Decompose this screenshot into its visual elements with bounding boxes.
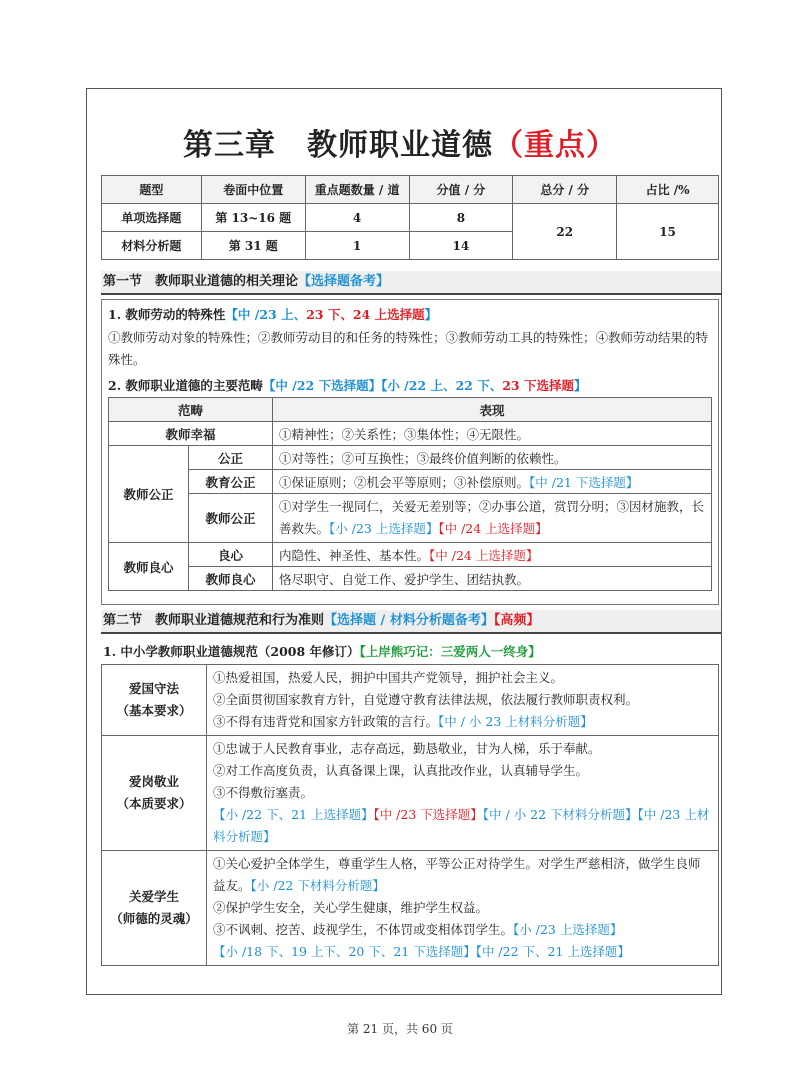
norms-sub: 教师公正 <box>189 494 273 543</box>
code-tag: 【小 /22 下、21 上选择题】 <box>213 807 374 822</box>
table-row <box>102 665 719 736</box>
s1-point-1-tag-hot: 23 下、24 上选择题 <box>306 307 425 322</box>
section-2-tag-hot: 【高频】 <box>493 613 540 628</box>
norms-text: 恪尽职守、自觉工作、爱护学生、团结执教。 <box>273 567 712 591</box>
norms-text: ①对等性；②可互换性；③最终价值判断的依赖性。 <box>273 446 712 470</box>
s1-point-2 <box>108 376 587 394</box>
s1-point-2-tag: 【中 /22 下选择题】【小 /22 上、22 下、 <box>262 378 503 393</box>
norms-text-body: ①保证原则；②机会平等原则；③补偿原则。 <box>279 474 530 490</box>
code-label-sub: （基本要求） <box>116 703 192 718</box>
code-tag: 【中 / 小 23 上材料分析题】 <box>438 714 593 729</box>
code-tag: 【中 / 小 22 下材料分析题】【中 /23 上材料分析题】 <box>213 807 710 844</box>
code-label <box>102 851 207 966</box>
chapter-title <box>0 120 800 164</box>
section-2-heading <box>101 610 721 634</box>
s1-point-1-head: 1. 教师劳动的特殊性 <box>108 307 226 322</box>
code-tag: 【小 /22 下材料分析题】 <box>250 878 385 893</box>
section-2-tag: 【选择题 / 材料分析题备考】 <box>324 613 494 628</box>
code-line-body: ③不讽刺、挖苦、歧视学生，不体罚或变相体罚学生。 <box>213 922 514 937</box>
s1-point-1-text: ①教师劳动对象的特殊性；②教师劳动目的和任务的特殊性；③教师劳动工具的特殊性；④教师劳动结果的特殊性。 <box>108 330 709 367</box>
code-label <box>102 736 207 851</box>
table-row <box>109 446 712 470</box>
summary-cell: 14 <box>409 232 513 260</box>
s2-point-1-head: 1. 中小学教师职业道德规范（2008 年修订） <box>103 644 360 659</box>
section-1-tag: 【选择题备考】 <box>298 274 390 289</box>
norms-header: 范畴 <box>109 398 273 422</box>
code-label-sub: （本质要求） <box>116 796 192 811</box>
summary-header: 题型 <box>102 176 202 204</box>
norms-text <box>273 470 712 494</box>
section-1-box <box>101 299 719 605</box>
code-tag: 【小 /23 上选择题】 <box>513 922 623 937</box>
s1-point-1 <box>108 305 437 323</box>
s1-point-2-tag-end: 】 <box>573 378 587 393</box>
code-line-body: ③不得有违背党和国家方针政策的言行。 <box>213 714 439 729</box>
chapter-title-highlight: （重点） <box>493 128 617 163</box>
table-row <box>109 470 712 494</box>
code-line <box>213 711 712 733</box>
chapter-title-main: 第三章 教师职业道德 <box>183 128 493 163</box>
summary-cell: 8 <box>409 204 513 232</box>
summary-cell: 单项选择题 <box>102 204 202 232</box>
summary-header-row <box>102 176 719 204</box>
norms-tag: 【中 /21 下选择题】 <box>529 474 639 490</box>
section-1-title: 第一节 教师职业道德的相关理论 <box>103 274 299 289</box>
table-row <box>109 567 712 591</box>
teacher-code-table <box>101 664 719 966</box>
norms-text-body: 内隐性、神圣性、基本性。 <box>279 547 430 563</box>
s2-point-1 <box>103 642 541 660</box>
s2-mnemonic-tip: 【上岸熊巧记：三爱两人一终身】 <box>359 644 541 659</box>
table-row <box>102 851 719 966</box>
code-label <box>102 665 207 736</box>
norms-sub: 公正 <box>189 446 273 470</box>
summary-cell: 4 <box>305 204 409 232</box>
code-label-main: 关爱学生 <box>128 889 179 904</box>
norms-text-body: ①对学生一视同仁，关爱无差别等；②办事公道，赏罚分明；③因材施教，长善救失。 <box>279 499 705 536</box>
code-text <box>207 736 719 851</box>
s1-point-1-tag-end: 】 <box>424 307 438 322</box>
summary-table <box>101 175 719 260</box>
norms-tag-hot: 【中 /24 上选择题】 <box>438 521 548 536</box>
code-line: ①热爱祖国，热爱人民，拥护中国共产党领导，拥护社会主义。 <box>213 670 564 685</box>
code-line: ②对工作高度负责，认真备课上课，认真批改作业，认真辅导学生。 <box>213 763 589 778</box>
code-label-main: 爱岗敬业 <box>128 774 179 789</box>
norms-sub: 良心 <box>189 543 273 567</box>
s1-point-2-tag-hot: 23 下选择题 <box>502 378 574 393</box>
code-text <box>207 665 719 736</box>
code-line: ②全面贯彻国家教育方针，自觉遵守教育法律法规，依法履行教师职责权利。 <box>213 692 639 707</box>
code-label-sub: （师德的灵魂） <box>110 911 198 926</box>
code-line: ②保护学生安全，关心学生健康，维护学生权益。 <box>213 900 489 915</box>
norms-tag: 【小 /23 上选择题】 <box>329 521 439 536</box>
code-tag-hot: 【中 /23 下选择题】 <box>373 807 483 822</box>
summary-cell: 第 13~16 题 <box>201 204 305 232</box>
norms-group: 教师公正 <box>109 446 189 543</box>
code-label-main: 爱国守法 <box>128 681 179 696</box>
summary-header: 卷面中位置 <box>201 176 305 204</box>
norms-group: 教师良心 <box>109 543 189 591</box>
page-number: 第 21 页，共 60 页 <box>347 1022 453 1036</box>
code-line <box>213 919 712 941</box>
code-line: ③不得敷衍塞责。 <box>213 785 314 800</box>
code-tag: 【小 /18 下、19 上下、20 下、21 下选择题】【中 /22 下、21 上选择题】 <box>213 944 630 959</box>
norms-sub: 教育公正 <box>189 470 273 494</box>
code-line-body: ①关心爱护全体学生，尊重学生人格，平等公正对待学生。对学生严慈相济，做学生良师益友。 <box>213 856 701 893</box>
summary-cell: 材料分析题 <box>102 232 202 260</box>
code-line: ①忠诚于人民教育事业，志存高远，勤恳敬业，甘为人梯，乐于奉献。 <box>213 741 601 756</box>
code-line <box>213 853 712 897</box>
table-row <box>109 494 712 543</box>
norms-text: ①精神性；②关系性；③集体性；④无限性。 <box>273 422 712 446</box>
summary-ratio: 15 <box>617 204 719 260</box>
summary-header: 总分 / 分 <box>513 176 617 204</box>
table-row <box>102 736 719 851</box>
summary-total: 22 <box>513 204 617 260</box>
summary-header: 占比 /% <box>617 176 719 204</box>
summary-cell: 1 <box>305 232 409 260</box>
section-1-heading <box>101 271 721 295</box>
norms-text <box>273 543 712 567</box>
code-line <box>213 804 712 848</box>
summary-header: 分值 / 分 <box>409 176 513 204</box>
norms-category: 教师幸福 <box>109 422 273 446</box>
summary-header: 重点题数量 / 道 <box>305 176 409 204</box>
table-row <box>109 543 712 567</box>
norms-header: 表现 <box>273 398 712 422</box>
section-2-title: 第二节 教师职业道德规范和行为准则 <box>103 613 325 628</box>
s1-point-1-tag: 【中 /23 上、 <box>225 307 307 322</box>
norms-sub: 教师良心 <box>189 567 273 591</box>
norms-text <box>273 494 712 543</box>
code-text <box>207 851 719 966</box>
table-row <box>109 422 712 446</box>
ethics-categories-table <box>108 397 712 591</box>
s1-point-2-head: 2. 教师职业道德的主要范畴 <box>108 378 263 393</box>
norms-tag-hot: 【中 /24 上选择题】 <box>429 547 539 563</box>
summary-row <box>102 204 719 232</box>
summary-cell: 第 31 题 <box>201 232 305 260</box>
